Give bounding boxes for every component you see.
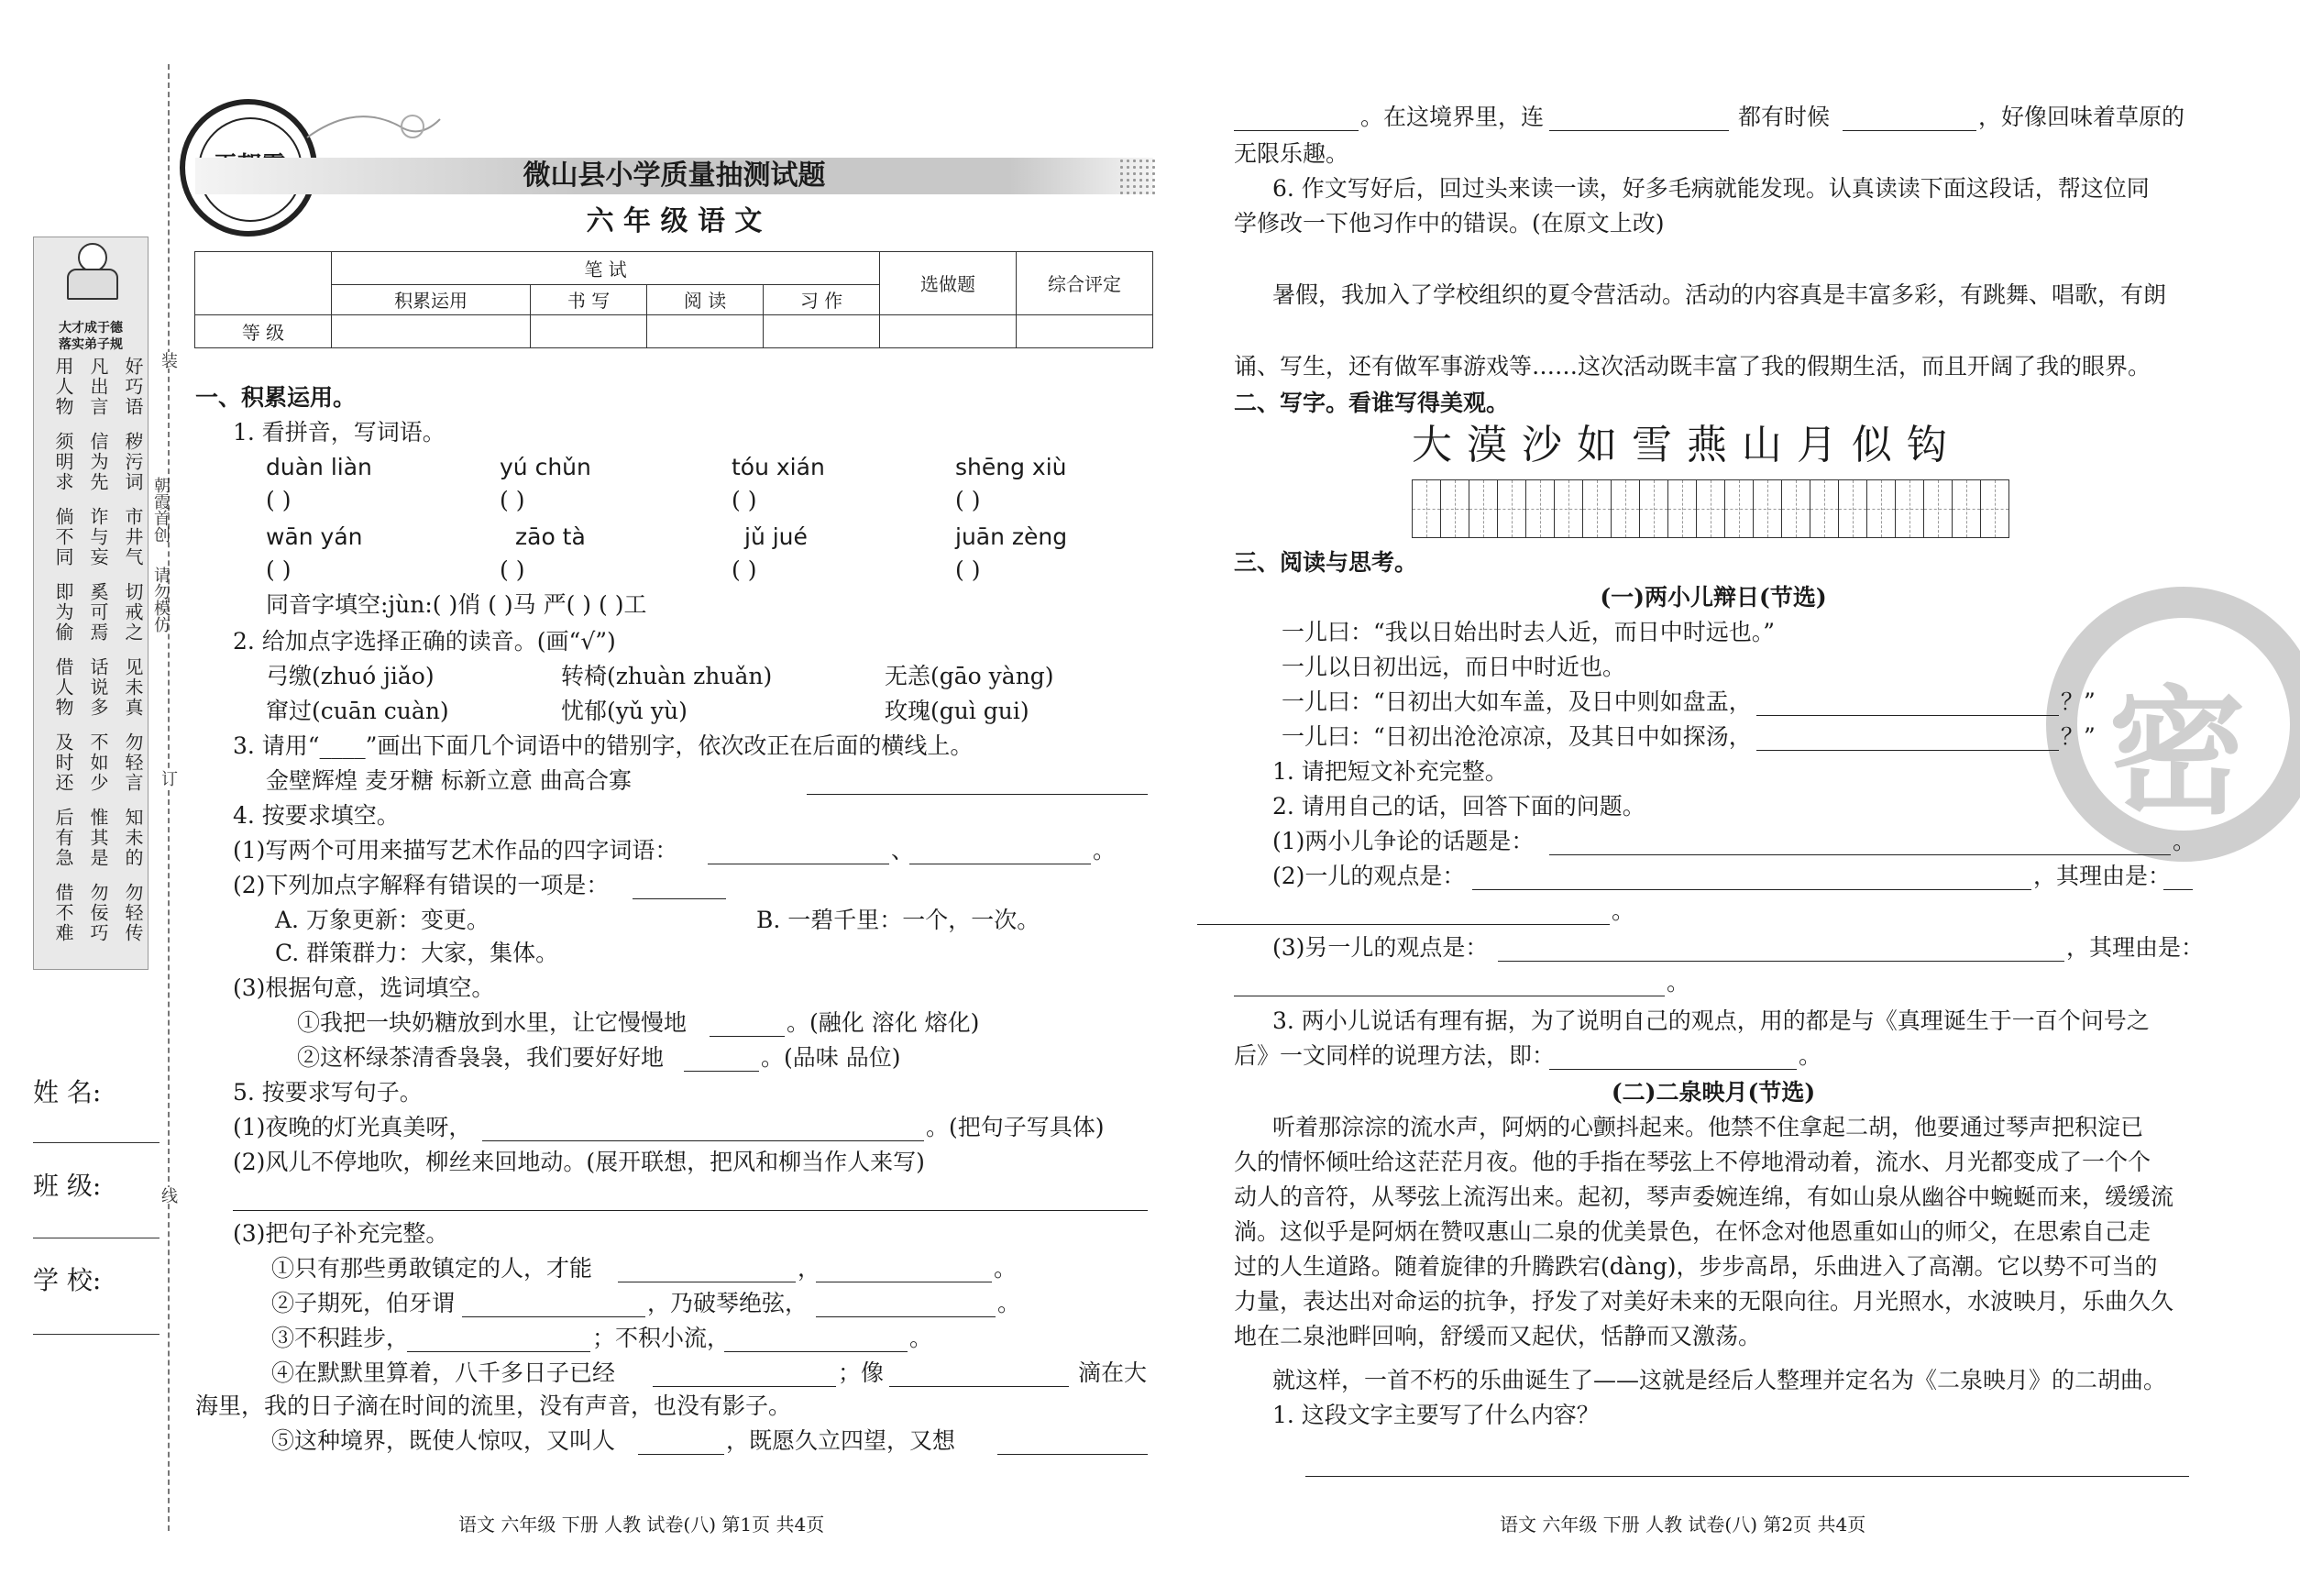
reading-choice[interactable]: 转椅(zhuàn zhuǎn) (561, 663, 773, 689)
answer-line[interactable] (724, 1329, 908, 1352)
motto-phrase: 借不难 (52, 883, 74, 943)
school-label: 学 校: (33, 1265, 102, 1295)
answer-line[interactable] (2163, 867, 2193, 890)
motto-phrase: 勿轻传 (122, 883, 144, 943)
question: 1. 看拼音，写词语。 (233, 419, 446, 446)
grade-col: 习 作 (764, 285, 880, 314)
pinyin: zāo tà (515, 523, 586, 550)
question: (2)风儿不停地吹，柳丝来回地动。(展开联想，把风和柳当作人来写) (233, 1149, 925, 1175)
answer-line[interactable] (1234, 974, 1665, 996)
question: 。在这境界里，连 (1360, 104, 1545, 130)
section-heading: 二、写字。看谁写得美观。 (1234, 390, 1510, 416)
grade-cell[interactable] (531, 314, 647, 347)
pinyin: yú chǔn (500, 454, 591, 480)
question: ⑤这种境界，既使人惊叹，又叫人 (271, 1427, 616, 1454)
question: 无限乐趣。 (1234, 140, 1349, 167)
question: 海里，我的日子滴在时间的流里，没有声音，也没有影子。 (195, 1392, 792, 1419)
passage-line: 动人的音符，从琴弦上流泻出来。起初，琴声委婉连绵，有如山泉从幽谷中蜿蜒而来，缓缓流 (1234, 1183, 2174, 1210)
essay-paragraph[interactable]: 诵、写生，还有做军事游戏等……这次活动既丰富了我的假期生活，而且开阔了我的眼界。 (1234, 353, 2151, 380)
homophone-fill[interactable]: 同音字填空:jùn:( )俏 ( )马 严( ) ( )工 (266, 591, 647, 618)
binding-line (168, 64, 170, 1531)
passage-line: 一儿以日初出远，而日中时近也。 (1282, 654, 1626, 680)
punct: ？” (2061, 723, 2096, 750)
sidebar-slogan: 大才成于德 (59, 321, 123, 336)
option-a: A. 万象更新：变更。 (275, 907, 490, 933)
passage-line: 过的人生道路。随着旋律的升腾跌宕(dàng)，步步高昂，乐曲进入了高潮。它以势不可当的 (1234, 1253, 2158, 1280)
name-label: 姓 名: (33, 1077, 102, 1107)
motto-phrase: 后有急 (52, 808, 74, 868)
question: ②这杯绿茶清香袅袅，我们要好好地 (297, 1044, 665, 1071)
answer-line[interactable] (1305, 1454, 2189, 1477)
answer-line[interactable] (807, 772, 1148, 795)
question: ，其理由是： (2066, 934, 2205, 961)
question: 滴在大 (1078, 1359, 1148, 1386)
option-b: B. 一碧千里：一个，一次。 (756, 907, 1040, 933)
section-heading: 一、积累运用。 (195, 384, 357, 411)
question: (1)夜晚的灯光真美呀， (233, 1114, 472, 1140)
question: (1)写两个可用来描写艺术作品的四字词语： (233, 837, 678, 864)
passage-line: 一儿曰：“我以日始出时去人近，而日中时远也。” (1282, 619, 1776, 645)
question: ，其理由是： (2033, 863, 2172, 889)
answer-line[interactable] (233, 1188, 1148, 1211)
question: ；不积小流， (592, 1325, 731, 1351)
sidebar-mottos (33, 237, 149, 970)
answer-paren[interactable]: ( ) (266, 556, 292, 583)
passage-line: 久的情怀倾吐给这茫茫月夜。他的手指在琴弦上不停地滑动着，流水、月光都变成了一个个 (1234, 1149, 2151, 1175)
answer-line[interactable] (1756, 728, 2059, 751)
reading-title: (二)二泉映月(节选) (1611, 1079, 1816, 1106)
passage-line: 淌。这似乎是阿炳在赞叹惠山二泉的优美景色，在怀念对他恩重如山的师父，在思索自己走 (1234, 1218, 2151, 1245)
pinyin: juān zèng (955, 523, 1068, 550)
passage-line: 一儿曰：“日初出大如车盖，及日中则如盘盂， (1282, 688, 1752, 715)
punct: 。 (1667, 969, 1690, 996)
question: ，乃破琴绝弦， (647, 1290, 809, 1316)
question: 4. 按要求填空。 (233, 802, 400, 829)
question: 3. 请用“____”画出下面几个词语中的错别字，依次改正在后面的横线上。 (233, 732, 974, 759)
pinyin: duàn liàn (266, 454, 372, 480)
essay-paragraph[interactable]: 暑假，我加入了学校组织的夏令营活动。活动的内容真是丰富多彩，有跳舞、唱歌，有朗 (1272, 281, 2167, 308)
grade-col: 积累运用 (332, 285, 531, 314)
answer-line[interactable] (909, 842, 1091, 864)
answer-line[interactable] (1843, 108, 1976, 131)
answer-line[interactable] (1549, 1047, 1797, 1070)
answer-line[interactable] (816, 1294, 996, 1317)
answer-line[interactable] (1472, 867, 2031, 890)
question: ①只有那些勇敢镇定的人，才能 (271, 1255, 593, 1282)
error-words: 金壁辉煌 麦牙糖 标新立意 曲高合寡 (266, 767, 632, 794)
reading-choice[interactable]: 弓缴(zhuó jiǎo) (266, 663, 435, 689)
reading-choice[interactable]: 窜过(cuān cuàn) (266, 698, 449, 724)
class-label: 班 级: (33, 1171, 102, 1201)
question: (3)根据句意，选词填空。 (233, 974, 495, 1001)
instruction: 。(把句子写具体) (926, 1114, 1105, 1140)
motto-columns (34, 347, 148, 962)
answer-line[interactable] (638, 1432, 724, 1455)
answer-paren[interactable]: ( ) (955, 556, 981, 583)
question: ，好像回味着草原的 (1978, 104, 2185, 130)
question: 5. 按要求写句子。 (233, 1079, 423, 1106)
punct: ， (798, 1255, 821, 1282)
grade-cell[interactable] (1017, 314, 1153, 347)
motto-phrase: 须明求 (52, 432, 74, 492)
answer-line[interactable] (997, 1432, 1148, 1455)
answer-paren[interactable]: ( ) (732, 487, 757, 513)
pinyin: shēng xiù (955, 454, 1067, 480)
section-heading: 三、阅读与思考。 (1234, 549, 1418, 576)
question: 学修改一下他习作中的错误。(在原文上改) (1234, 210, 1665, 237)
motto-phrase: 见未真 (122, 657, 144, 718)
answer-line[interactable] (1234, 108, 1359, 131)
grade-header-elective: 选做题 (880, 252, 1017, 315)
reading-choice[interactable]: 玫瑰(guì gui) (885, 698, 1029, 724)
word-choices: 。(融化 溶化 熔化) (787, 1009, 980, 1036)
question: ②子期死，伯牙谓 (271, 1290, 456, 1316)
motto-phrase: 即为偷 (52, 582, 74, 643)
motto-phrase: 秽污词 (122, 432, 144, 492)
answer-line[interactable] (1498, 939, 2064, 962)
motto-phrase: 信为先 (87, 432, 109, 492)
question: ，既愿久立四望，又想 (726, 1427, 956, 1454)
answer-line[interactable] (708, 842, 889, 864)
question: (3)另一儿的观点是： (1272, 934, 1489, 961)
passage-line: 就这样，一首不朽的乐曲诞生了——这就是经后人整理并定名为《二泉映月》的二胡曲。 (1272, 1367, 2167, 1393)
grade-cell[interactable] (647, 314, 764, 347)
answer-line[interactable] (889, 1364, 1069, 1387)
question: ①我把一块奶糖放到水里，让它慢慢地 (297, 1009, 688, 1036)
motto-phrase: 不如少 (87, 732, 109, 793)
answer-paren[interactable]: ( ) (500, 556, 525, 583)
punct: 。 (2173, 828, 2196, 854)
page-footer: 语文 六年级 下册 人教 试卷(八) 第1页 共4页 (458, 1513, 825, 1535)
question: (1)两小儿争论的话题是： (1272, 828, 1535, 854)
answer-line[interactable] (1549, 108, 1729, 131)
binding-note: 请勿模仿 (151, 567, 171, 633)
motto-phrase: 勿佞巧 (87, 883, 109, 943)
motto-phrase: 知未的 (122, 808, 144, 868)
answer-paren[interactable]: ( ) (955, 487, 981, 513)
question: 3. 两小儿说话有理有据，为了说明自己的观点，用的都是与《真理诞生于一百个问号之 (1272, 1007, 2150, 1034)
motto-phrase: 诈与妄 (87, 507, 109, 567)
reading-choice[interactable]: 忧郁(yǔ yù) (561, 698, 688, 724)
answer-line[interactable] (482, 1118, 924, 1141)
reading-title: (一)两小儿辩日(节选) (1600, 584, 1827, 611)
question: 1. 这段文字主要写了什么内容？ (1272, 1402, 1600, 1428)
passage-line: 听着那淙淙的流水声，阿炳的心颤抖起来。他禁不住拿起二胡，他要通过琴声把积淀已 (1272, 1114, 2144, 1140)
page-title: 微山县小学质量抽测试题 (523, 160, 826, 192)
motto-phrase: 用人物 (52, 357, 74, 417)
question: ；像 (838, 1359, 885, 1386)
pinyin: wān yán (266, 523, 363, 550)
passage-line: 一儿曰：“日初出沧沧凉凉，及其日中如探汤， (1282, 723, 1752, 750)
poem-line: 大 漠 沙 如 雪 燕 山 月 似 钩 (1412, 422, 1948, 468)
answer-line[interactable] (1756, 693, 2059, 716)
question: (2)下列加点字解释有错误的一项是： (233, 872, 610, 898)
motto-phrase: 倘不同 (52, 507, 74, 567)
pinyin: jǔ jué (744, 523, 808, 550)
motto-phrase: 好巧语 (122, 357, 144, 417)
answer-paren[interactable]: ( ) (266, 487, 292, 513)
grade-cell[interactable] (332, 314, 531, 347)
writing-grid[interactable] (1412, 479, 2009, 538)
reading-choice[interactable]: 无恙(gāo yàng) (885, 663, 1054, 689)
punct: 。 (909, 1325, 933, 1351)
confidential-seal-text: 密 (2108, 672, 2247, 833)
motto-phrase: 市井气 (122, 507, 144, 567)
answer-line[interactable] (710, 1014, 785, 1037)
question: (3)把句子补充完整。 (233, 1220, 449, 1247)
answer-paren[interactable]: ( ) (732, 556, 757, 583)
question: 后》一文同样的说理方法，即： (1234, 1042, 1556, 1069)
answer-paren[interactable]: ( ) (500, 487, 525, 513)
answer-line[interactable] (1549, 832, 2171, 855)
binding-label: 订 (159, 770, 178, 787)
question: 6. 作文写好后，回过头来读一读，好多毛病就能发现。认真读读下面这段话，帮这位同 (1272, 175, 2150, 202)
answer-line[interactable] (407, 1329, 590, 1352)
answer-line[interactable] (633, 876, 726, 899)
answer-line[interactable] (1197, 902, 1610, 925)
passage-line: 力量，表达出对命运的抗争，抒发了对美好未来的无限向往。月光照水，水波映月，乐曲久久 (1234, 1288, 2174, 1315)
motto-phrase: 凡出言 (87, 357, 109, 417)
cartoon-figure (61, 243, 120, 298)
option-c: C. 群策群力：大家，集体。 (275, 940, 559, 966)
grade-col: 书 写 (531, 285, 647, 314)
motto-phrase: 奚可焉 (87, 582, 109, 643)
pinyin: tóu xián (732, 454, 825, 480)
motto-phrase: 及时还 (52, 732, 74, 793)
grade-header-overall: 综合评定 (1017, 252, 1153, 315)
grade-cell[interactable] (764, 314, 880, 347)
answer-line[interactable] (684, 1049, 759, 1072)
answer-line[interactable] (653, 1364, 836, 1387)
answer-line[interactable] (816, 1260, 992, 1282)
school-field[interactable] (33, 1334, 160, 1335)
motto-phrase: 借人物 (52, 657, 74, 718)
answer-line[interactable] (462, 1294, 645, 1317)
motto-phrase: 话说多 (87, 657, 109, 718)
question: ③不积跬步， (271, 1325, 410, 1351)
motto-phrase: 惟其是 (87, 808, 109, 868)
motto-phrase: 勿轻言 (122, 732, 144, 793)
binding-label: 装 (159, 352, 178, 369)
question: 1. 请把短文补充完整。 (1272, 758, 1508, 785)
punct: 。 (1093, 837, 1117, 864)
question: (2)一儿的观点是： (1272, 863, 1466, 889)
separator: 、 (891, 837, 915, 864)
sidebar-slogan: 落实弟子规 (59, 337, 123, 352)
passage-line: 地在二泉池畔回响，舒缓而又起伏，恬静而又激荡。 (1234, 1323, 1762, 1349)
punct: ？” (2061, 688, 2096, 715)
grade-table (194, 251, 1153, 348)
grade-row-label: 等 级 (195, 314, 332, 347)
punct: 。 (1612, 897, 1635, 924)
ribbon-decoration (303, 101, 449, 156)
question: 2. 给加点字选择正确的读音。(画“√”) (233, 628, 616, 655)
grade-col: 阅 读 (647, 285, 764, 314)
page-subtitle: 六 年 级 语 文 (586, 205, 763, 237)
punct: 。 (1799, 1042, 1822, 1069)
question: 2. 请用自己的话，回答下面的问题。 (1272, 793, 1645, 820)
grade-cell[interactable] (880, 314, 1017, 347)
punct: 。 (997, 1290, 1021, 1316)
binding-note: 朝霞首创 (151, 477, 171, 543)
punct: 。 (994, 1255, 1018, 1282)
name-field[interactable] (33, 1142, 160, 1143)
binding-label: 线 (159, 1187, 178, 1204)
grade-header-written: 笔 试 (332, 252, 880, 285)
word-choices: 。(品味 品位) (761, 1044, 901, 1071)
question: ④在默默里算着，八千多日子已经 (271, 1359, 616, 1386)
page-footer: 语文 六年级 下册 人教 试卷(八) 第2页 共4页 (1500, 1513, 1866, 1535)
answer-line[interactable] (618, 1260, 796, 1282)
question: 都有时候 (1738, 104, 1831, 130)
motto-phrase: 切戒之 (122, 582, 144, 643)
